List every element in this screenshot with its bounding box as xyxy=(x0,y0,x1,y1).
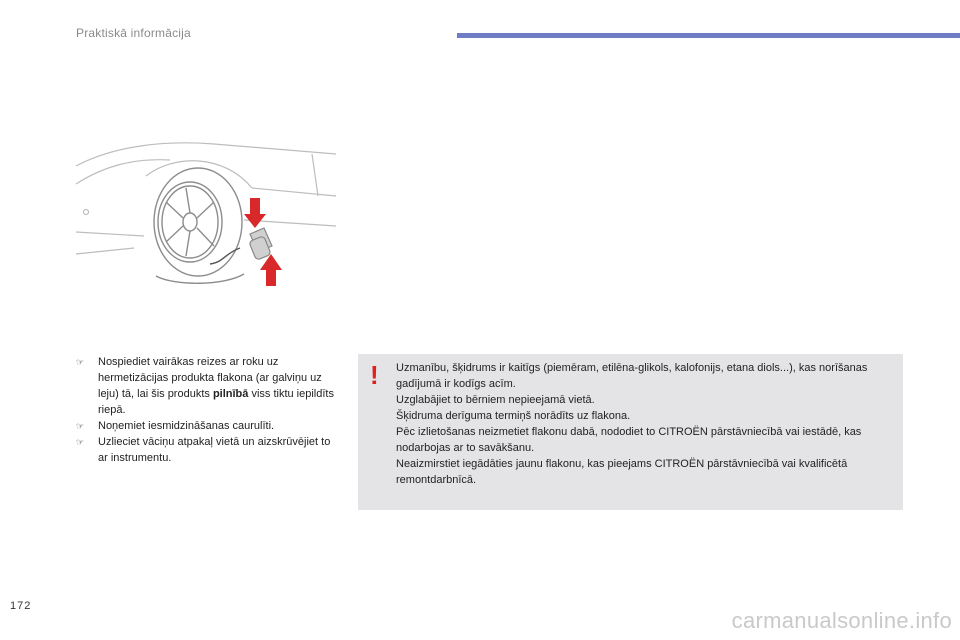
press-arrow-bottom xyxy=(260,254,282,286)
section-title: Praktiskā informācija xyxy=(76,26,191,40)
pointing-hand-icon: ☞ xyxy=(76,421,85,431)
instruction-text: viss tiktu iepildīts riepā. xyxy=(98,388,334,416)
list-item xyxy=(76,354,338,418)
watermark: carmanualsonline.info xyxy=(731,608,952,633)
warning-line: Šķidruma derīguma termiņš norādīts uz flakona. xyxy=(396,410,631,422)
warning-line: Uzglabājiet to bērniem nepieejamā vietā. xyxy=(396,394,595,406)
pointing-hand-icon: ☞ xyxy=(76,357,85,367)
instruction-text: Uzlieciet vāciņu atpakaļ vietā un aizskrūvējiet to ar instrumentu. xyxy=(98,436,331,464)
tyre-sealant-illustration xyxy=(74,136,338,304)
list-item xyxy=(76,434,338,466)
header-accent-bar xyxy=(457,33,960,38)
page-number: 172 xyxy=(10,600,32,612)
instruction-text: Nospiediet vairākas reizes ar roku uz hermetizācijas produkta flakona (ar galviņu uz leju) tā, lai šis produkts xyxy=(98,356,322,400)
warning-box xyxy=(358,354,903,510)
list-item xyxy=(76,418,338,434)
pointing-hand-icon: ☞ xyxy=(76,437,85,447)
press-arrow-top xyxy=(244,198,266,228)
warning-exclamation-icon: ! xyxy=(370,360,379,390)
instruction-bold-text: pilnībā xyxy=(212,388,249,400)
warning-line: Uzmanību, šķidrums ir kaitīgs (piemēram, etilēna-glikols, kalofonijs, etana diols...), kas norīšanas gadījumā ir kodīgs acīm. xyxy=(396,362,868,390)
instruction-list xyxy=(76,354,338,466)
instruction-text: Noņemiet iesmidzināšanas caurulīti. xyxy=(98,420,275,432)
warning-line: Neaizmirstiet iegādāties jaunu flakonu, kas pieejams CITROËN pārstāvniecībā vai kvalificētā remontdarbnīcā. xyxy=(396,458,848,486)
warning-line: Pēc izlietošanas neizmetiet flakonu dabā, nododiet to CITROËN pārstāvniecībā vai iestādē, kas nodarbojas ar to savākšanu. xyxy=(396,426,862,454)
warning-text xyxy=(396,360,896,488)
